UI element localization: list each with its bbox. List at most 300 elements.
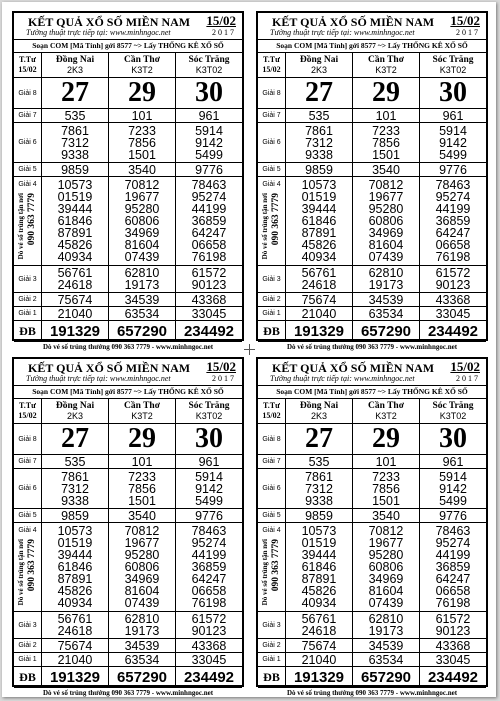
prize-6-value: 7856 bbox=[128, 135, 156, 150]
prize-4-value: 76198 bbox=[435, 250, 471, 264]
province-header-row bbox=[258, 53, 486, 78]
prize-4-value: 36859 bbox=[191, 560, 227, 574]
prize-4-value: 87891 bbox=[57, 572, 93, 586]
prize-4-value: 06658 bbox=[191, 584, 227, 598]
prize-3-column bbox=[176, 612, 242, 638]
draw-date: 15/02 bbox=[18, 411, 37, 420]
province-name: Sóc Trăng bbox=[188, 401, 230, 411]
province-code: K3T2 bbox=[375, 411, 397, 421]
prize-4-value: 95280 bbox=[124, 548, 160, 562]
ticket-date: 15/02 bbox=[206, 13, 236, 28]
prize-2-value: 34539 bbox=[109, 293, 176, 306]
province-column bbox=[42, 53, 109, 77]
prize-label-with-hotline bbox=[258, 177, 286, 265]
vertical-hotline: 090 363 7779 bbox=[271, 539, 281, 592]
prize-8-row bbox=[14, 78, 242, 109]
prize-6-value: 7856 bbox=[372, 481, 400, 496]
prize-5-row bbox=[258, 163, 486, 177]
prize-7-value: 101 bbox=[353, 109, 420, 122]
prize-6-value: 7861 bbox=[305, 123, 333, 138]
prize-6-value: 5499 bbox=[195, 147, 223, 162]
prize-4-value: 64247 bbox=[435, 572, 471, 586]
prize-4-value: 34969 bbox=[368, 226, 404, 240]
prize-3-column bbox=[42, 612, 109, 638]
province-code: K3T2 bbox=[131, 411, 153, 421]
prize-6-row bbox=[14, 123, 242, 163]
prize-6-value: 9338 bbox=[305, 147, 333, 162]
province-header-row bbox=[258, 399, 486, 424]
prize-4-value: 70812 bbox=[368, 524, 404, 538]
prize-4-column bbox=[353, 523, 420, 611]
prize-6-column bbox=[420, 469, 486, 508]
prize-7-value: 535 bbox=[286, 109, 353, 122]
prize-3-value: 62810 bbox=[124, 612, 160, 626]
weekday: T.Tư bbox=[19, 55, 36, 64]
prize-4-column bbox=[420, 177, 486, 265]
prize-label: Giải 2 bbox=[14, 639, 42, 652]
prize-4-value: 95274 bbox=[191, 536, 227, 550]
prize-4-value: 45826 bbox=[57, 238, 93, 252]
prize-label: Giải 3 bbox=[14, 266, 42, 292]
weekday: T.Tư bbox=[263, 55, 280, 64]
prize-2-row bbox=[258, 639, 486, 653]
province-column bbox=[286, 399, 353, 423]
prize-1-value: 21040 bbox=[42, 653, 109, 666]
prize-3-value: 61572 bbox=[191, 266, 227, 280]
prize-6-value: 7233 bbox=[372, 469, 400, 484]
sms-instruction: Soạn COM [Mã Tỉnh] gởi 8577 ~> Lấy THỐNG KÊ XỔ SỐ bbox=[14, 386, 242, 399]
prize-6-value: 7312 bbox=[305, 481, 333, 496]
prize-1-row bbox=[258, 307, 486, 321]
prize-4-column bbox=[109, 177, 176, 265]
prize-6-value: 5914 bbox=[439, 469, 467, 484]
weekday: T.Tư bbox=[19, 401, 36, 410]
province-name: Đồng Nai bbox=[55, 55, 95, 65]
prize-4-value: 78463 bbox=[435, 524, 471, 538]
prize-2-value: 43368 bbox=[191, 638, 227, 653]
prize-label: Giải 6 bbox=[14, 469, 42, 508]
prize-3-column bbox=[42, 266, 109, 292]
province-name: Sóc Trăng bbox=[432, 55, 474, 65]
prize-label: Giải 1 bbox=[258, 653, 286, 666]
prize-3-value: 24618 bbox=[57, 624, 93, 638]
ticket-subtitle: Tường thuật trực tiếp tại: www.minhngoc.net bbox=[26, 374, 171, 383]
prize-3-value: 19173 bbox=[368, 624, 404, 638]
prize-3-value: 90123 bbox=[435, 624, 471, 638]
prize-label: Giải 2 bbox=[258, 293, 286, 306]
prize-6-value: 7861 bbox=[61, 469, 89, 484]
prize-label: Giải 4 bbox=[18, 181, 37, 188]
prize-2-value: 34539 bbox=[353, 639, 420, 652]
prize-7-value: 101 bbox=[353, 455, 420, 468]
prize-6-column bbox=[109, 469, 176, 508]
prize-1-value: 63534 bbox=[353, 307, 420, 320]
province-code: K3T02 bbox=[439, 411, 467, 421]
prize-6-column bbox=[286, 123, 353, 162]
province-code: K3T02 bbox=[195, 65, 223, 75]
prize-8-value: 29 bbox=[353, 424, 420, 454]
result-ticket-bottom-left bbox=[12, 357, 244, 697]
prize-4-value: 19677 bbox=[368, 190, 404, 204]
prize-8-row bbox=[258, 424, 486, 455]
prize-7-row bbox=[258, 455, 486, 469]
prize-8-value: 29 bbox=[109, 78, 176, 108]
prize-3-row bbox=[258, 266, 486, 293]
province-column bbox=[176, 399, 242, 423]
prize-label: Giải 3 bbox=[258, 266, 286, 292]
prize-2-value: 43368 bbox=[191, 292, 227, 307]
province-code: K3T02 bbox=[439, 65, 467, 75]
ticket-footer: Dò vé số trúng thưởng 090 363 7779 - www.minhngoc.net bbox=[42, 343, 214, 351]
prize-label: Giải 4 bbox=[262, 181, 281, 188]
prize-6-value: 7312 bbox=[305, 135, 333, 150]
prize-2-value: 75674 bbox=[286, 293, 353, 306]
province-column bbox=[109, 399, 176, 423]
prize-4-value: 64247 bbox=[191, 226, 227, 240]
prize-5-value: 9776 bbox=[439, 162, 467, 177]
prize-4-value: 07439 bbox=[368, 596, 404, 610]
prize-5-value: 9776 bbox=[195, 162, 223, 177]
ticket-title: KẾT QUẢ XỔ SỐ MIỀN NAM bbox=[272, 15, 435, 29]
prize-3-value: 19173 bbox=[124, 278, 160, 292]
prize-4-column bbox=[176, 177, 242, 265]
vertical-hotline: 090 363 7779 bbox=[271, 193, 281, 246]
province-column bbox=[420, 399, 486, 423]
prize-5-value: 9859 bbox=[42, 163, 109, 176]
prize-4-column bbox=[109, 523, 176, 611]
prize-6-column bbox=[420, 123, 486, 162]
prize-6-value: 7856 bbox=[372, 135, 400, 150]
prize-2-value: 34539 bbox=[109, 639, 176, 652]
prize-label: Giải 1 bbox=[14, 307, 42, 320]
prize-6-value: 9338 bbox=[305, 493, 333, 508]
ticket-subtitle: Tường thuật trực tiếp tại: www.minhngoc.net bbox=[26, 28, 171, 37]
prize-6-column bbox=[42, 123, 109, 162]
prize-4-value: 10573 bbox=[57, 178, 93, 192]
prize-3-value: 62810 bbox=[368, 612, 404, 626]
ticket-subtitle: Tường thuật trực tiếp tại: www.minhngoc.net bbox=[270, 28, 415, 37]
prize-3-column bbox=[176, 266, 242, 292]
ticket-year: 2017 bbox=[456, 28, 480, 37]
prize-4-column bbox=[286, 177, 353, 265]
prize-4-column bbox=[286, 523, 353, 611]
prize-3-row bbox=[14, 266, 242, 293]
prize-4-value: 06658 bbox=[191, 238, 227, 252]
prize-4-value: 70812 bbox=[124, 524, 160, 538]
results-grid bbox=[258, 53, 486, 342]
prize-3-column bbox=[420, 612, 486, 638]
prize-4-value: 01519 bbox=[57, 190, 93, 204]
ticket-year: 2017 bbox=[212, 374, 236, 383]
prize-6-value: 7312 bbox=[61, 481, 89, 496]
crop-mark-vertical bbox=[249, 344, 250, 355]
prize-label: Giải 6 bbox=[258, 123, 286, 162]
prize-4-value: 87891 bbox=[301, 572, 337, 586]
prize-4-column bbox=[42, 523, 109, 611]
ticket-footer: Dò vé số trúng thưởng 090 363 7779 - www.minhngoc.net bbox=[42, 689, 214, 697]
prize-6-value: 1501 bbox=[128, 493, 156, 508]
prize-label: Giải 7 bbox=[14, 109, 42, 122]
prize-7-value: 535 bbox=[286, 455, 353, 468]
prize-4-value: 34969 bbox=[124, 572, 160, 586]
prize-1-value: 63534 bbox=[109, 307, 176, 320]
prize-4-value: 61846 bbox=[57, 214, 93, 228]
vertical-hotline: 090 363 7779 bbox=[27, 539, 37, 592]
result-ticket-top-right bbox=[256, 11, 488, 351]
prize-2-value: 75674 bbox=[42, 293, 109, 306]
prize-6-value: 5499 bbox=[439, 147, 467, 162]
sms-instruction: Soạn COM [Mã Tỉnh] gởi 8577 ~> Lấy THỐNG KÊ XỔ SỐ bbox=[258, 386, 486, 399]
draw-date: 15/02 bbox=[18, 65, 37, 74]
prize-6-value: 7233 bbox=[128, 469, 156, 484]
prize-3-value: 56761 bbox=[57, 266, 93, 280]
prize-8-value: 30 bbox=[439, 423, 467, 454]
prize-6-value: 5914 bbox=[195, 469, 223, 484]
province-code: 2K3 bbox=[66, 65, 83, 75]
prize-4-column bbox=[420, 523, 486, 611]
weekday: T.Tư bbox=[263, 401, 280, 410]
prize-label: Giải 5 bbox=[14, 509, 42, 522]
special-prize-value: 657290 bbox=[353, 321, 420, 341]
prize-6-value: 9338 bbox=[61, 147, 89, 162]
special-prize-value: 191329 bbox=[42, 321, 109, 341]
day-label bbox=[14, 53, 42, 77]
prize-4-value: 01519 bbox=[301, 536, 337, 550]
prize-6-column bbox=[286, 469, 353, 508]
day-label bbox=[14, 399, 42, 423]
prize-6-value: 1501 bbox=[128, 147, 156, 162]
prize-6-value: 7856 bbox=[128, 481, 156, 496]
prize-4-value: 40934 bbox=[57, 596, 93, 610]
prize-label: Giải 5 bbox=[258, 163, 286, 176]
prize-1-row bbox=[258, 653, 486, 667]
prize-7-value: 535 bbox=[42, 455, 109, 468]
prize-5-value: 9776 bbox=[195, 508, 223, 523]
prize-6-value: 1501 bbox=[372, 493, 400, 508]
province-column bbox=[420, 53, 486, 77]
ticket-footer: Dò vé số trúng thưởng 090 363 7779 - www.minhngoc.net bbox=[286, 343, 458, 351]
province-code: 2K3 bbox=[310, 65, 327, 75]
prize-4-column bbox=[353, 177, 420, 265]
prize-4-value: 40934 bbox=[301, 596, 337, 610]
prize-6-value: 9142 bbox=[439, 481, 467, 496]
prize-6-value: 9338 bbox=[61, 493, 89, 508]
special-prize-label: ĐB bbox=[14, 667, 42, 687]
prize-4-value: 34969 bbox=[124, 226, 160, 240]
prize-5-value: 9776 bbox=[439, 508, 467, 523]
prize-8-value: 27 bbox=[42, 78, 109, 108]
results-grid bbox=[14, 53, 242, 342]
vertical-promo-text: Dò vé số trúng tận nơi bbox=[17, 539, 25, 606]
prize-4-value: 44199 bbox=[191, 202, 227, 216]
prize-6-value: 9142 bbox=[195, 135, 223, 150]
prize-4-value: 76198 bbox=[191, 250, 227, 264]
prize-4-value: 36859 bbox=[191, 214, 227, 228]
prize-6-value: 5499 bbox=[439, 493, 467, 508]
prize-4-value: 78463 bbox=[435, 178, 471, 192]
prize-6-value: 9142 bbox=[195, 481, 223, 496]
prize-4-value: 07439 bbox=[368, 250, 404, 264]
prize-3-value: 24618 bbox=[301, 624, 337, 638]
prize-4-value: 76198 bbox=[191, 596, 227, 610]
prize-4-value: 95274 bbox=[191, 190, 227, 204]
prize-7-value: 961 bbox=[198, 108, 220, 123]
prize-label: Giải 8 bbox=[14, 424, 42, 454]
special-prize-value: 191329 bbox=[42, 667, 109, 687]
prize-8-row bbox=[258, 78, 486, 109]
prize-3-value: 56761 bbox=[301, 266, 337, 280]
prize-5-row bbox=[258, 509, 486, 523]
prize-4-value: 61846 bbox=[301, 214, 337, 228]
ticket-header bbox=[258, 13, 486, 40]
prize-4-value: 78463 bbox=[191, 178, 227, 192]
prize-4-value: 45826 bbox=[301, 238, 337, 252]
special-prize-label: ĐB bbox=[14, 321, 42, 341]
prize-label: Giải 6 bbox=[14, 123, 42, 162]
prize-5-value: 3540 bbox=[109, 163, 176, 176]
sms-instruction: Soạn COM [Mã Tỉnh] gởi 8577 ~> Lấy THỐNG KÊ XỔ SỐ bbox=[258, 40, 486, 53]
prize-label: Giải 2 bbox=[14, 293, 42, 306]
prize-8-value: 30 bbox=[439, 77, 467, 108]
special-prize-value: 657290 bbox=[109, 321, 176, 341]
prize-2-row bbox=[258, 293, 486, 307]
prize-7-row bbox=[258, 109, 486, 123]
prize-6-column bbox=[176, 469, 242, 508]
province-name: Đồng Nai bbox=[299, 401, 339, 411]
prize-5-value: 3540 bbox=[353, 509, 420, 522]
prize-3-value: 90123 bbox=[191, 624, 227, 638]
prize-4-value: 60806 bbox=[124, 214, 160, 228]
prize-4-row bbox=[258, 177, 486, 266]
prize-4-value: 45826 bbox=[301, 584, 337, 598]
prize-1-value: 21040 bbox=[286, 653, 353, 666]
province-code: 2K3 bbox=[66, 411, 83, 421]
ticket-title: KẾT QUẢ XỔ SỐ MIỀN NAM bbox=[272, 361, 435, 375]
ticket-header bbox=[258, 359, 486, 386]
province-code: K3T2 bbox=[375, 65, 397, 75]
prize-4-value: 60806 bbox=[124, 560, 160, 574]
prize-label: Giải 8 bbox=[14, 78, 42, 108]
prize-1-value: 21040 bbox=[286, 307, 353, 320]
prize-8-value: 27 bbox=[42, 424, 109, 454]
prize-6-value: 5499 bbox=[195, 493, 223, 508]
special-prize-value: 191329 bbox=[286, 667, 353, 687]
prize-6-row bbox=[14, 469, 242, 509]
prize-1-row bbox=[14, 307, 242, 321]
prize-4-value: 39444 bbox=[57, 548, 93, 562]
prize-8-value: 27 bbox=[286, 424, 353, 454]
prize-3-column bbox=[286, 266, 353, 292]
prize-4-value: 61846 bbox=[301, 560, 337, 574]
prize-4-value: 76198 bbox=[435, 596, 471, 610]
prize-4-value: 44199 bbox=[191, 548, 227, 562]
prize-3-value: 90123 bbox=[191, 278, 227, 292]
prize-5-value: 9859 bbox=[286, 509, 353, 522]
prize-label: Giải 8 bbox=[258, 424, 286, 454]
prize-4-value: 39444 bbox=[57, 202, 93, 216]
vertical-hotline: 090 363 7779 bbox=[27, 193, 37, 246]
province-column bbox=[286, 53, 353, 77]
sms-instruction: Soạn COM [Mã Tỉnh] gởi 8577 ~> Lấy THỐNG KÊ XỔ SỐ bbox=[14, 40, 242, 53]
prize-4-value: 60806 bbox=[368, 214, 404, 228]
prize-4-value: 40934 bbox=[57, 250, 93, 264]
prize-4-value: 81604 bbox=[124, 238, 160, 252]
prize-3-value: 61572 bbox=[435, 612, 471, 626]
prize-8-value: 30 bbox=[195, 77, 223, 108]
prize-7-value: 535 bbox=[42, 109, 109, 122]
prize-7-row bbox=[14, 455, 242, 469]
prize-1-value: 63534 bbox=[353, 653, 420, 666]
prize-4-row bbox=[258, 523, 486, 612]
prize-4-column bbox=[42, 177, 109, 265]
province-column bbox=[353, 399, 420, 423]
prize-4-value: 01519 bbox=[301, 190, 337, 204]
prize-7-value: 961 bbox=[442, 108, 464, 123]
prize-3-value: 62810 bbox=[368, 266, 404, 280]
prize-7-value: 961 bbox=[198, 454, 220, 469]
prize-3-column bbox=[353, 612, 420, 638]
prize-6-column bbox=[176, 123, 242, 162]
ticket-footer: Dò vé số trúng thưởng 090 363 7779 - www.minhngoc.net bbox=[286, 689, 458, 697]
prize-6-row bbox=[258, 469, 486, 509]
prize-4-value: 07439 bbox=[124, 596, 160, 610]
ticket-title: KẾT QUẢ XỔ SỐ MIỀN NAM bbox=[28, 15, 191, 29]
prize-4-value: 44199 bbox=[435, 202, 471, 216]
prize-4-value: 34969 bbox=[368, 572, 404, 586]
prize-4-value: 45826 bbox=[57, 584, 93, 598]
prize-4-value: 95274 bbox=[435, 536, 471, 550]
prize-label: Giải 1 bbox=[258, 307, 286, 320]
prize-3-value: 19173 bbox=[124, 624, 160, 638]
prize-6-column bbox=[353, 123, 420, 162]
province-header-row bbox=[14, 399, 242, 424]
prize-3-column bbox=[109, 266, 176, 292]
result-ticket-bottom-right bbox=[256, 357, 488, 697]
prize-5-value: 9859 bbox=[42, 509, 109, 522]
prize-3-value: 24618 bbox=[301, 278, 337, 292]
prize-1-row bbox=[14, 653, 242, 667]
prize-7-value: 101 bbox=[109, 455, 176, 468]
prize-4-value: 60806 bbox=[368, 560, 404, 574]
day-label bbox=[258, 399, 286, 423]
prize-4-value: 10573 bbox=[301, 524, 337, 538]
ticket-year: 2017 bbox=[456, 374, 480, 383]
prize-3-value: 24618 bbox=[57, 278, 93, 292]
special-prize-label: ĐB bbox=[258, 321, 286, 341]
ticket-date: 15/02 bbox=[450, 359, 480, 374]
prize-4-value: 10573 bbox=[301, 178, 337, 192]
special-prize-row bbox=[258, 321, 486, 342]
prize-5-row bbox=[14, 163, 242, 177]
prize-3-column bbox=[286, 612, 353, 638]
prize-2-value: 75674 bbox=[42, 639, 109, 652]
prize-label-with-hotline bbox=[14, 177, 42, 265]
prize-3-column bbox=[109, 612, 176, 638]
prize-label: Giải 5 bbox=[14, 163, 42, 176]
province-column bbox=[353, 53, 420, 77]
prize-4-value: 70812 bbox=[368, 178, 404, 192]
prize-1-value: 21040 bbox=[42, 307, 109, 320]
special-prize-value: 234492 bbox=[427, 668, 479, 686]
province-column bbox=[109, 53, 176, 77]
prize-4-value: 95280 bbox=[368, 548, 404, 562]
day-label bbox=[258, 53, 286, 77]
prize-4-value: 70812 bbox=[124, 178, 160, 192]
prize-4-value: 39444 bbox=[301, 202, 337, 216]
prize-1-value: 33045 bbox=[435, 306, 471, 321]
prize-label: Giải 5 bbox=[258, 509, 286, 522]
prize-3-value: 62810 bbox=[124, 266, 160, 280]
